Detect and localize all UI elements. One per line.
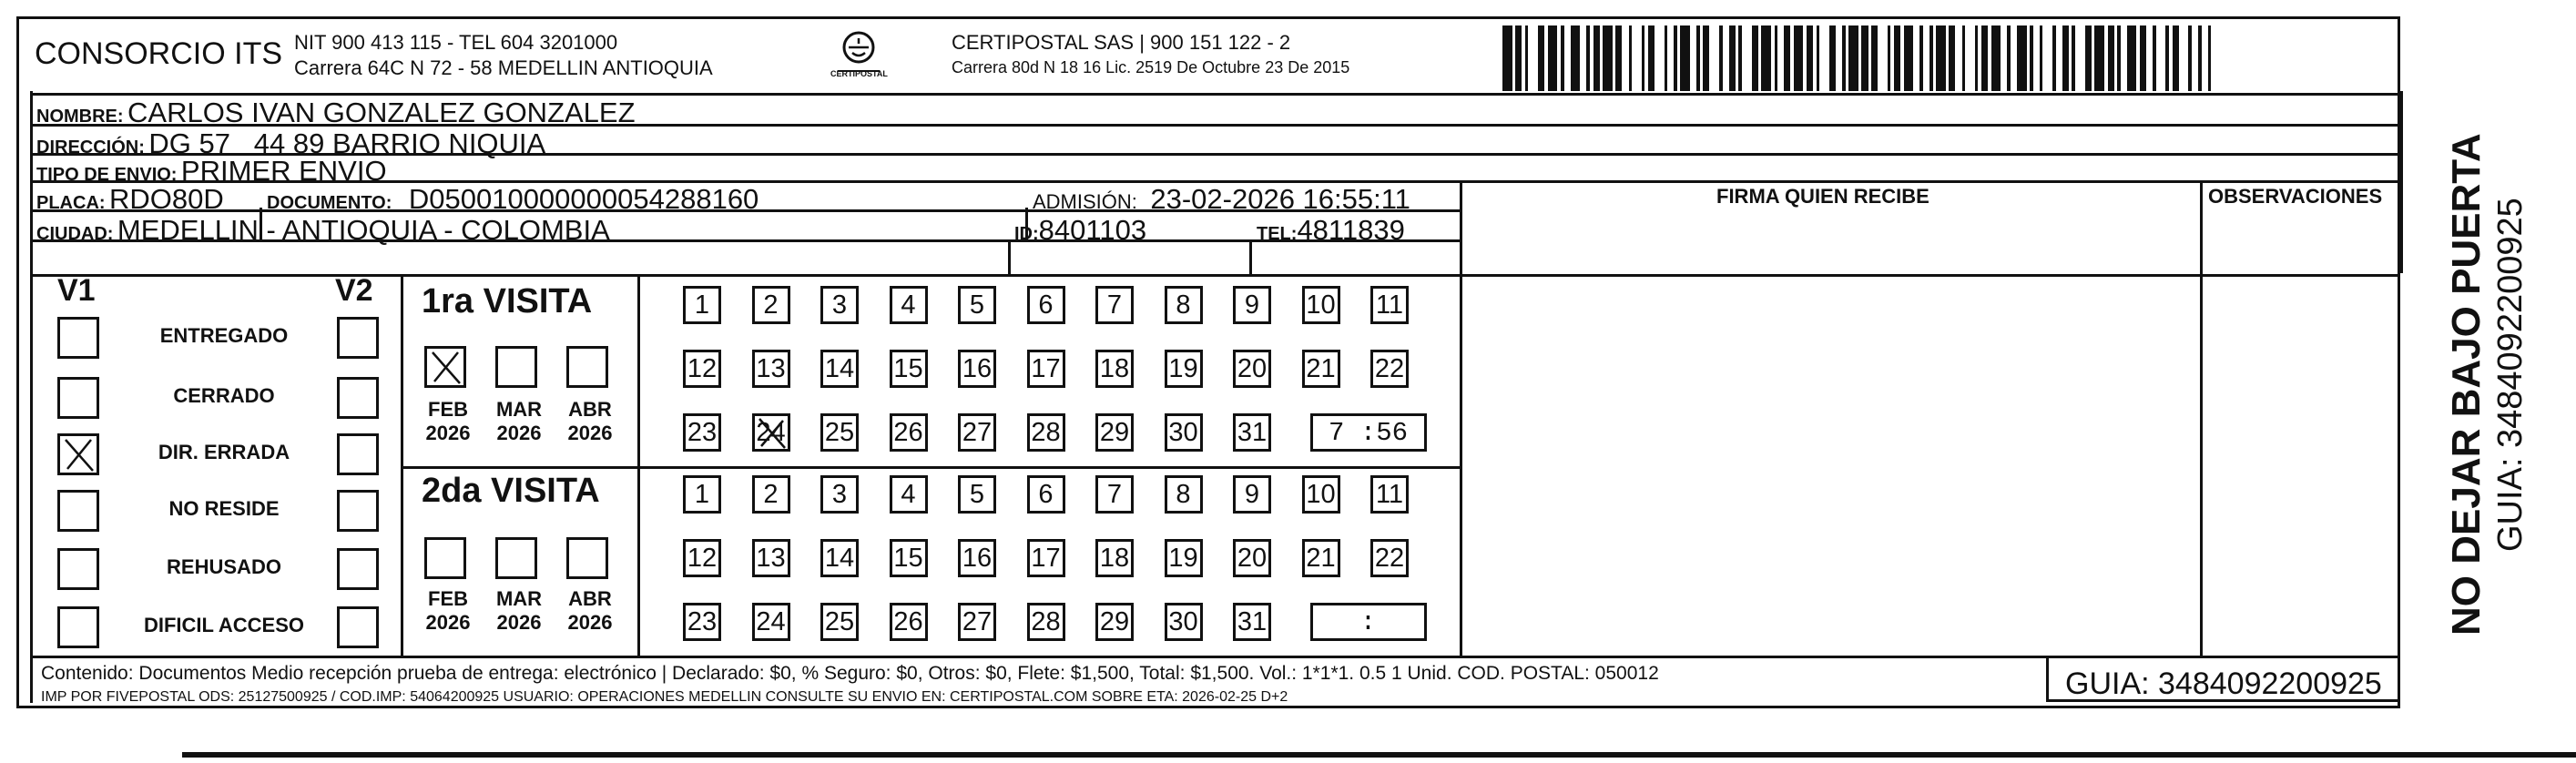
firma-header: FIRMA QUIEN RECIBE — [1716, 185, 1929, 208]
status-option-label: NO RESIDE — [168, 497, 280, 520]
company-address: Carrera 64C N 72 - 58 MEDELLIN ANTIOQUIA — [294, 56, 713, 79]
day-box[interactable]: 5 — [958, 286, 996, 324]
day-box[interactable]: 12 — [683, 539, 721, 577]
day-box[interactable]: 25 — [820, 413, 859, 452]
day-box[interactable]: 3 — [820, 286, 859, 324]
month-checkbox-abr[interactable] — [566, 346, 608, 388]
day-box[interactable]: 27 — [958, 603, 996, 641]
day-box[interactable]: 21 — [1302, 539, 1340, 577]
month-checkbox-mar[interactable] — [495, 346, 537, 388]
month-checkbox-feb[interactable] — [424, 346, 466, 388]
company-nit: NIT 900 413 115 - TEL 604 3201000 — [294, 31, 618, 54]
tipo-value: PRIMER ENVIO — [180, 155, 387, 187]
day-box[interactable]: 14 — [820, 350, 859, 388]
status-option-label: REHUSADO — [167, 555, 281, 578]
day-box[interactable]: 11 — [1370, 475, 1409, 514]
day-box[interactable]: 15 — [890, 350, 928, 388]
tipo-label: TIPO DE ENVIO: — [36, 165, 178, 185]
day-box[interactable]: 30 — [1165, 413, 1203, 452]
day-box[interactable]: 10 — [1302, 475, 1340, 514]
month-year: 2026 — [496, 422, 542, 444]
day-box[interactable]: 13 — [752, 539, 790, 577]
day-box[interactable]: 19 — [1165, 350, 1203, 388]
month-checkbox-mar[interactable] — [495, 537, 537, 579]
day-box[interactable]: 21 — [1302, 350, 1340, 388]
day-box[interactable]: 20 — [1233, 539, 1271, 577]
day-box[interactable]: 17 — [1027, 350, 1065, 388]
documento-value: D050010000000054288160 — [408, 183, 759, 215]
side-guia: GUIA: 3484092200925 — [2491, 198, 2530, 552]
day-box[interactable]: 13 — [752, 350, 790, 388]
day-box[interactable]: 29 — [1095, 413, 1134, 452]
day-box[interactable]: 8 — [1165, 475, 1203, 514]
carrier-address: Carrera 80d N 18 16 Lic. 2519 De Octubre 23 De 2015 — [952, 58, 1350, 76]
month-checkbox-feb[interactable] — [424, 537, 466, 579]
day-box[interactable]: 5 — [958, 475, 996, 514]
v2-checkbox-1[interactable] — [337, 377, 379, 419]
day-box[interactable]: 6 — [1027, 475, 1065, 514]
day-box[interactable]: 24 — [752, 603, 790, 641]
observaciones-header: OBSERVACIONES — [2208, 185, 2383, 208]
day-box[interactable]: 22 — [1370, 350, 1409, 388]
v1-checkbox-0[interactable] — [57, 317, 99, 359]
day-box[interactable]: 10 — [1302, 286, 1340, 324]
tel-value: 4811839 — [1297, 214, 1405, 246]
day-box[interactable]: 2 — [752, 475, 790, 514]
id-label: ID: — [1014, 224, 1039, 244]
day-box[interactable]: 26 — [890, 413, 928, 452]
status-option-label: DIFICIL ACCESO — [143, 614, 304, 636]
status-option-label: CERRADO — [173, 384, 275, 407]
month-label: FEB — [428, 398, 468, 421]
day-box[interactable]: 1 — [683, 286, 721, 324]
direccion-label: DIRECCIÓN: — [36, 137, 145, 158]
v2-checkbox-5[interactable] — [337, 606, 379, 648]
day-box[interactable]: 4 — [890, 475, 928, 514]
day-box[interactable]: 24 — [752, 413, 790, 452]
bottom-edge — [182, 752, 2576, 758]
time-box[interactable]: 7 :56 — [1310, 413, 1427, 452]
v1-checkbox-4[interactable] — [57, 548, 99, 590]
day-box[interactable]: 28 — [1027, 413, 1065, 452]
footer-guia: GUIA: 3484092200925 — [2065, 666, 2382, 701]
v1-checkbox-5[interactable] — [57, 606, 99, 648]
placa-value: RDO80D — [109, 183, 224, 215]
day-box[interactable]: 15 — [890, 539, 928, 577]
day-box[interactable]: 17 — [1027, 539, 1065, 577]
nombre-value: CARLOS IVAN GONZALEZ GONZALEZ — [127, 97, 636, 128]
day-box[interactable]: 23 — [683, 413, 721, 452]
day-box[interactable]: 12 — [683, 350, 721, 388]
nombre-label: NOMBRE: — [36, 107, 124, 127]
day-box[interactable]: 3 — [820, 475, 859, 514]
day-box[interactable]: 1 — [683, 475, 721, 514]
v1-checkbox-3[interactable] — [57, 490, 99, 532]
day-box[interactable]: 19 — [1165, 539, 1203, 577]
day-box[interactable]: 7 — [1095, 475, 1134, 514]
day-box[interactable]: 18 — [1095, 539, 1134, 577]
logo-text: CERTIPOSTAL — [830, 69, 888, 78]
placa-label: PLACA: — [36, 193, 106, 213]
day-box[interactable]: 16 — [958, 539, 996, 577]
company-name: CONSORCIO ITS — [35, 36, 283, 71]
no-dejar-notice: NO DEJAR BAJO PUERTA — [2444, 133, 2489, 636]
day-box[interactable]: 8 — [1165, 286, 1203, 324]
month-label: MAR — [495, 587, 543, 610]
direccion-value: DG 57 44 89 BARRIO NIQUIA — [148, 127, 546, 159]
month-label: FEB — [428, 587, 468, 610]
month-label: ABR — [568, 587, 612, 610]
v2-checkbox-0[interactable] — [337, 317, 379, 359]
day-box[interactable]: 29 — [1095, 603, 1134, 641]
v2-checkbox-3[interactable] — [337, 490, 379, 532]
day-box[interactable]: 31 — [1233, 413, 1271, 452]
day-box[interactable]: 23 — [683, 603, 721, 641]
month-checkbox-abr[interactable] — [566, 537, 608, 579]
day-box[interactable]: 6 — [1027, 286, 1065, 324]
documento-label: DOCUMENTO: — [267, 193, 392, 213]
carrier-line: CERTIPOSTAL SAS | 900 151 122 - 2 — [952, 31, 1291, 54]
v1-header: V1 — [57, 273, 96, 308]
ciudad-label: CIUDAD: — [36, 224, 114, 244]
admision-value: 23-02-2026 16:55:11 — [1150, 183, 1410, 215]
status-option-label: DIR. ERRADA — [158, 441, 290, 463]
day-box[interactable]: 26 — [890, 603, 928, 641]
time-box[interactable]: : — [1310, 603, 1427, 641]
admision-label: ADMISIÓN: — [1033, 190, 1137, 213]
v2-header: V2 — [335, 273, 373, 308]
day-box[interactable]: 11 — [1370, 286, 1409, 324]
day-box[interactable]: 30 — [1165, 603, 1203, 641]
day-box[interactable]: 25 — [820, 603, 859, 641]
month-label: ABR — [568, 398, 612, 421]
month-year: 2026 — [425, 422, 471, 444]
day-box[interactable]: 7 — [1095, 286, 1134, 324]
day-box[interactable]: 22 — [1370, 539, 1409, 577]
month-label: MAR — [495, 398, 543, 421]
ciudad-value: MEDELLIN - ANTIOQUIA - COLOMBIA — [117, 214, 610, 246]
v1-checkbox-2[interactable] — [57, 433, 99, 475]
day-box[interactable]: 18 — [1095, 350, 1134, 388]
v1-checkbox-1[interactable] — [57, 377, 99, 419]
day-box[interactable]: 2 — [752, 286, 790, 324]
day-box[interactable]: 20 — [1233, 350, 1271, 388]
day-box[interactable]: 4 — [890, 286, 928, 324]
month-year: 2026 — [567, 422, 613, 444]
day-box[interactable]: 14 — [820, 539, 859, 577]
day-box[interactable]: 27 — [958, 413, 996, 452]
contenido-line: Contenido: Documentos Medio recepción prueba de entrega: electrónico | Declarado: $0, % Seguro: $0, Otros: $0, Flete: $1,500, Total: $1,500. Vol.: 1*1*1. 0.5 1 Unid. COD. POSTAL: 050012 — [41, 663, 1659, 684]
day-box[interactable]: 9 — [1233, 286, 1271, 324]
v2-checkbox-2[interactable] — [337, 433, 379, 475]
day-box[interactable]: 28 — [1027, 603, 1065, 641]
imp-line: IMP POR FIVEPOSTAL ODS: 25127500925 / COD.IMP: 54064200925 USUARIO: OPERACIONES MEDELLIN CONSULTE SU ENVIO EN: CERTIPOSTAL.COM SOBRE ETA: 2026-02-25 D+2 — [41, 689, 1288, 705]
tel-label: TEL: — [1257, 224, 1298, 244]
day-box[interactable]: 16 — [958, 350, 996, 388]
month-year: 2026 — [567, 611, 613, 634]
second-visit-title: 2da VISITA — [422, 472, 600, 510]
status-option-label: ENTREGADO — [159, 324, 289, 347]
v2-checkbox-4[interactable] — [337, 548, 379, 590]
month-year: 2026 — [496, 611, 542, 634]
day-box[interactable]: 9 — [1233, 475, 1271, 514]
day-box[interactable]: 31 — [1233, 603, 1271, 641]
month-year: 2026 — [425, 611, 471, 634]
first-visit-title: 1ra VISITA — [422, 282, 593, 320]
id-value: 8401103 — [1038, 214, 1147, 246]
